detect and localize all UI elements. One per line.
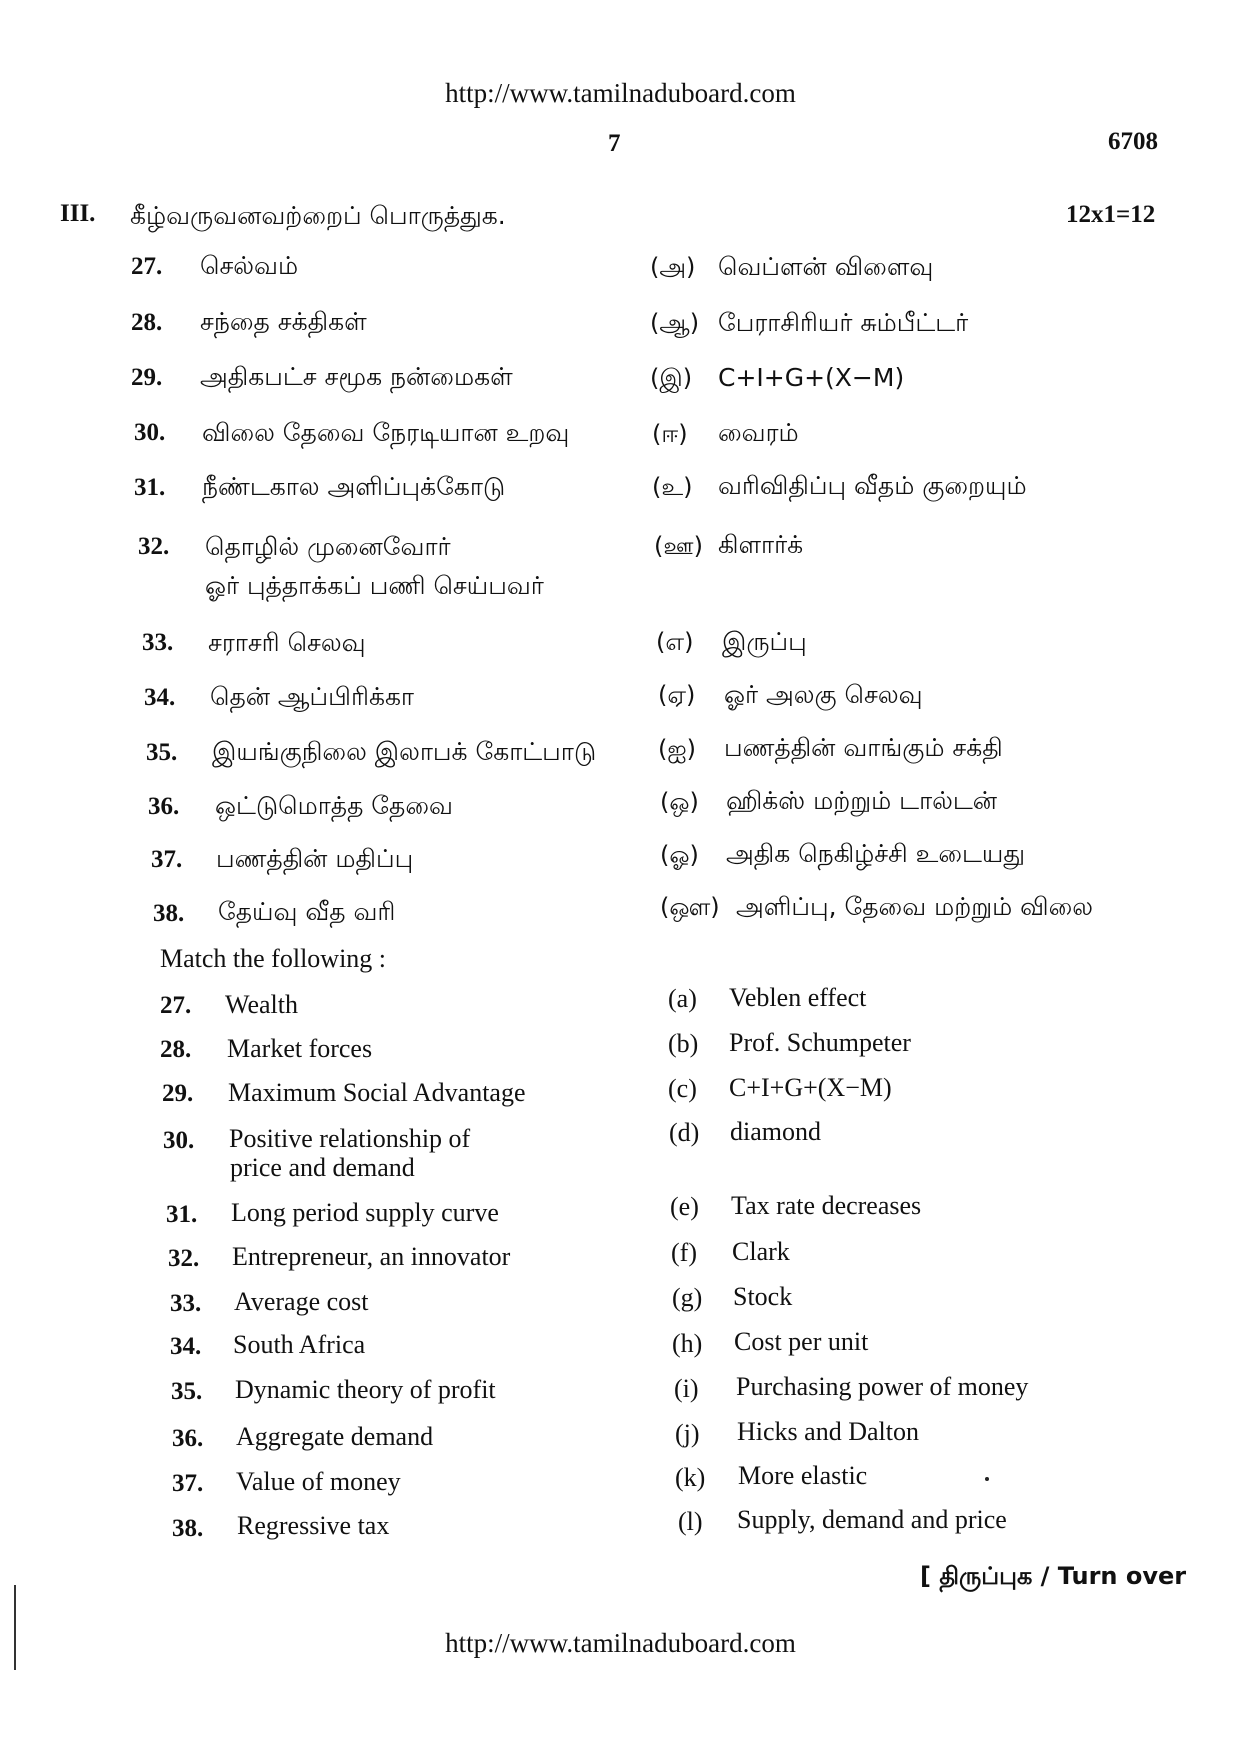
tamil-question-text: சந்தை சக்திகள்: [200, 307, 367, 336]
tamil-option-text: அதிக நெகிழ்ச்சி உடையது: [726, 839, 1026, 868]
tamil-option-text: ஹிக்ஸ் மற்றும் டால்டன்: [726, 786, 998, 815]
tamil-question-number: 30.: [134, 419, 166, 446]
english-option-marker: (d): [669, 1118, 700, 1147]
turn-over-note: [ திருப்புக / Turn over: [920, 1562, 1187, 1590]
english-question-text: Entrepreneur, an innovator: [232, 1242, 511, 1271]
english-question-text: Market forces: [227, 1034, 373, 1063]
english-question-number: 38.: [172, 1515, 204, 1542]
english-option-text: Clark: [732, 1237, 790, 1266]
tamil-question-text: தேய்வு வீத வரி: [218, 897, 396, 926]
tamil-question-number: 33.: [142, 629, 174, 656]
tamil-question-text: ஒட்டுமொத்த தேவை: [215, 791, 453, 820]
english-option-text: Supply, demand and price: [737, 1505, 1007, 1534]
english-question-number: 30.: [163, 1127, 195, 1154]
english-option-marker: (g): [672, 1283, 703, 1312]
tamil-question-number: 31.: [134, 474, 166, 501]
english-option-marker: (j): [675, 1419, 700, 1448]
tamil-option-text: பணத்தின் வாங்கும் சக்தி: [724, 733, 1003, 762]
english-question-text: Positive relationship of: [229, 1124, 471, 1153]
section-marks: 12x1=12: [1066, 201, 1156, 228]
english-option-marker: (e): [670, 1192, 699, 1221]
english-question-text: Long period supply curve: [231, 1198, 499, 1227]
tamil-question-text: விலை தேவை நேரடியான உறவு: [202, 418, 570, 447]
tamil-question-text: இயங்குநிலை இலாபக் கோட்பாடு: [212, 737, 597, 766]
tamil-question-text: நீண்டகால அளிப்புக்கோடு: [202, 472, 506, 501]
tamil-question-text: தொழில் முனைவோர்: [205, 532, 451, 561]
tamil-option-marker: (ஈ): [652, 420, 688, 448]
tamil-option-marker: (ஓ): [660, 841, 699, 869]
tamil-question-text: பணத்தின் மதிப்பு: [216, 844, 414, 873]
tamil-option-marker: (எ): [656, 628, 694, 656]
english-question-text-line2: price and demand: [230, 1153, 415, 1182]
english-question-text: Dynamic theory of profit: [235, 1375, 496, 1404]
english-option-text: C+I+G+(X−M): [729, 1073, 892, 1102]
tamil-question-number: 34.: [144, 684, 176, 711]
tamil-option-marker: (ஏ): [658, 681, 696, 709]
english-option-marker: (f): [671, 1238, 697, 1267]
english-option-text: More elastic: [738, 1461, 868, 1490]
header-url: http://www.tamilnaduboard.com: [445, 78, 796, 108]
section-instruction-tamil: கீழ்வருவனவற்றைப் பொருத்துக.: [130, 201, 506, 230]
english-question-number: 32.: [168, 1245, 200, 1272]
tamil-option-text: கிளார்க்: [718, 530, 804, 559]
tamil-question-text: சராசரி செலவு: [208, 628, 366, 657]
tamil-question-number: 35.: [146, 739, 178, 766]
english-option-text: Hicks and Dalton: [737, 1417, 919, 1446]
tamil-question-text-line2: ஓர் புத்தாக்கப் பணி செய்பவர்: [205, 571, 544, 600]
english-question-number: 27.: [160, 992, 192, 1019]
english-option-marker: (h): [672, 1329, 703, 1358]
footer-url: http://www.tamilnaduboard.com: [445, 1628, 796, 1658]
english-option-marker: (c): [668, 1074, 697, 1103]
tamil-question-number: 32.: [138, 533, 170, 560]
english-option-marker: (a): [668, 984, 697, 1013]
english-option-text: Veblen effect: [729, 983, 867, 1012]
paper-code: 6708: [1108, 128, 1158, 155]
tamil-option-text: இருப்பு: [722, 627, 807, 656]
tamil-option-marker: (ஐ): [658, 735, 696, 763]
english-option-marker: (b): [668, 1029, 699, 1058]
english-instruction: Match the following :: [160, 944, 387, 973]
english-question-number: 35.: [171, 1378, 203, 1405]
tamil-option-text: C+I+G+(X−M): [718, 363, 905, 392]
english-option-text: Tax rate decreases: [731, 1191, 922, 1220]
english-option-text: diamond: [730, 1117, 821, 1146]
tamil-question-text: தென் ஆப்பிரிக்கா: [210, 682, 414, 711]
english-question-text: Regressive tax: [237, 1511, 390, 1540]
tamil-option-marker: (இ): [650, 364, 693, 392]
tamil-option-text: அளிப்பு, தேவை மற்றும் விலை: [736, 892, 1094, 921]
tamil-question-number: 28.: [131, 309, 163, 336]
tamil-option-text: ஓர் அலகு செலவு: [724, 680, 923, 709]
section-number: III.: [60, 200, 96, 227]
tamil-question-number: 37.: [151, 846, 183, 873]
tamil-question-number: 38.: [153, 900, 185, 927]
english-question-text: Wealth: [225, 990, 298, 1019]
english-question-text: Average cost: [234, 1287, 369, 1316]
tamil-option-marker: (ஒ): [660, 788, 699, 816]
english-question-text: Maximum Social Advantage: [228, 1078, 526, 1107]
english-option-text: Prof. Schumpeter: [729, 1028, 911, 1057]
english-question-number: 36.: [172, 1425, 204, 1452]
scan-edge-mark: [14, 1585, 16, 1670]
english-question-text: Aggregate demand: [236, 1422, 434, 1451]
tamil-question-number: 29.: [131, 364, 163, 391]
english-option-text: Stock: [733, 1282, 793, 1311]
tamil-question-text: அதிகபட்ச சமூக நன்மைகள்: [200, 362, 513, 391]
tamil-option-text: பேராசிரியர் சும்பீட்டர்: [718, 308, 969, 337]
tamil-option-text: வெப்ளன் விளைவு: [718, 252, 934, 281]
english-option-text: Purchasing power of money: [736, 1372, 1029, 1401]
english-question-number: 37.: [172, 1470, 204, 1497]
english-option-marker: (l): [678, 1507, 703, 1536]
english-option-marker: (i): [674, 1374, 699, 1403]
english-question-number: 28.: [160, 1036, 192, 1063]
tamil-option-text: வரிவிதிப்பு வீதம் குறையும்: [718, 471, 1027, 500]
english-question-number: 29.: [162, 1080, 194, 1107]
english-question-text: South Africa: [233, 1330, 366, 1359]
tamil-option-marker: (ஊ): [654, 532, 703, 560]
english-question-number: 31.: [166, 1201, 198, 1228]
tamil-option-marker: (உ): [652, 473, 693, 501]
english-question-text: Value of money: [236, 1467, 401, 1496]
english-option-text: Cost per unit: [734, 1327, 869, 1356]
tamil-option-marker: (ஔ): [660, 893, 720, 921]
tamil-question-text: செல்வம்: [200, 251, 299, 280]
tamil-option-marker: (ஆ): [650, 309, 700, 337]
page-number: 7: [608, 130, 621, 157]
tamil-question-number: 27.: [131, 253, 163, 280]
tamil-option-text: வைரம்: [718, 418, 799, 447]
english-question-number: 33.: [170, 1290, 202, 1317]
english-option-marker: (k): [675, 1463, 706, 1492]
stray-dot: [985, 1477, 989, 1481]
tamil-option-marker: (அ): [650, 253, 696, 281]
english-question-number: 34.: [170, 1333, 202, 1360]
tamil-question-number: 36.: [148, 793, 180, 820]
